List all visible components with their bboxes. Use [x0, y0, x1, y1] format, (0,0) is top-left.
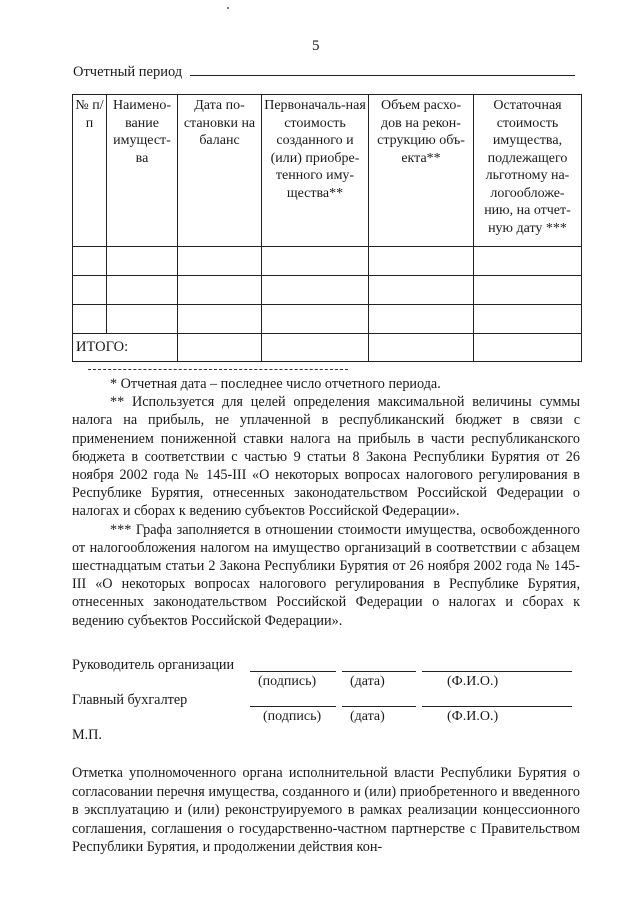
table-row: [73, 247, 582, 276]
col-header-initial-cost: Первоначаль-ная стоимость созданного и (или) приобре-тенного иму-щества**: [262, 95, 369, 247]
col-header-date: Дата по-становки на баланс: [178, 95, 262, 247]
accountant-name-line: [422, 706, 572, 707]
stamp-mark: М.П.: [72, 727, 102, 743]
reporting-period-line: [190, 62, 575, 76]
col-header-residual: Остаточная стоимость имущества, подлежащего льготному на-логообложе-нию, на отчет-ную дату ***: [474, 95, 582, 247]
accountant-name-caption: (Ф.И.О.): [447, 709, 499, 724]
head-name-line: [422, 671, 572, 672]
head-sign-line: [250, 671, 336, 672]
reporting-period: [73, 62, 575, 81]
head-name-caption: (Ф.И.О.): [447, 674, 499, 689]
head-label: Руководитель организации: [72, 657, 235, 673]
col-header-number: № п/п: [73, 95, 107, 247]
footnote-1: * Отчетная дата – последнее число отчетного периода.: [110, 376, 441, 392]
accountant-date-line: [342, 706, 416, 707]
head-date-line: [342, 671, 416, 672]
accountant-sign-line: [250, 706, 336, 707]
table-row: [73, 305, 582, 334]
table-row: [73, 276, 582, 305]
page-number: 5: [312, 38, 320, 54]
col-header-name: Наимено-вание имущест-ва: [107, 95, 178, 247]
approval-text: Отметка уполномоченного органа исполнительной власти Республики Бурятия о согласовании перечня имущества, созданного и (или) приобретенного и введенного в эксплуатацию и (или) реконструируемого в рамках реализации концессионного соглашения, соглашения о государственно-частном партнерстве с Правительством Республики Бурятия, и продолжении действия кон-: [72, 765, 580, 856]
accountant-date-caption: (дата): [350, 709, 385, 724]
head-date-caption: (дата): [350, 674, 385, 689]
reporting-period-label: Отчетный период: [73, 64, 183, 80]
scan-dot: [227, 7, 229, 9]
total-label: ИТОГО:: [73, 334, 178, 362]
accountant-sign-caption: (подпись): [263, 709, 322, 724]
table-header-row: [73, 95, 582, 247]
head-sign-caption: (подпись): [258, 674, 317, 689]
accountant-label: Главный бухгалтер: [72, 692, 188, 708]
footnote-2: ** Используется для целей определения максимальной величины суммы налога на прибыль, не уплаченной в республиканский бюджет в связи с применением пониженной ставки налога на прибыль в части республиканского бюджета в соответствии с частью 9 статьи 8 Закона Республики Бурятия от 26 ноября 2002 года № 145-III «О некоторых вопросах налогового регулирования в Республике Бурятия, отнесенных законодательством Российской Федерации о налогах и сборах к ведению субъектов Российской Федерации».: [72, 394, 580, 520]
col-header-reconstruction: Объем расхо-дов на рекон-струкцию объ-екта**: [369, 95, 474, 247]
total-row: [73, 334, 582, 362]
approval-paragraph: [72, 764, 580, 857]
property-table: [72, 94, 582, 362]
footnote-separator: [88, 369, 348, 370]
footnote-3: *** Графа заполняется в отношении стоимости имущества, освобожденного от налогообложения налогом на имущество организаций в соответствии с абзацем шестнадцатым статьи 2 Закона Республики Бурятия от 26 ноября 2002 года № 145-III «О некоторых вопросах налогового регулирования в Республике Бурятия, отнесенных законодательством Российской Федерации о налогах и сборах к ведению субъектов Российской Федерации».: [72, 521, 580, 629]
footnotes: [72, 375, 580, 630]
